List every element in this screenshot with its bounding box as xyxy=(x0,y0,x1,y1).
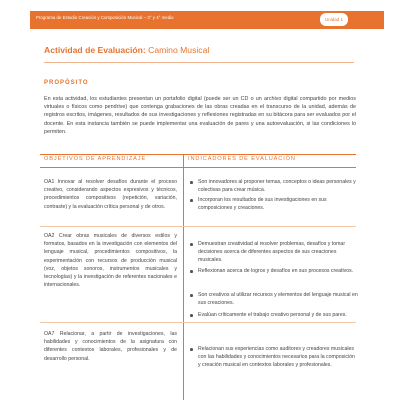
unit-badge: Unidad 1 xyxy=(320,13,348,26)
program-title: Programa de Estudio Creación y Composición Musical – 3° y 4° medio xyxy=(36,15,174,20)
indicator-item: Evalúan críticamente el trabajo creativo personal y de sus pares. xyxy=(198,312,347,318)
purpose-paragraph: En esta actividad, los estudiantes presentan un portafolio digital (puede ser un CD o un archivo digital compartido por medios virtuales o físicos como pendrive) que contenga grabaciones de las obras creadas en el transcurso de la unidad, además de registros escritos, imágenes, resultados de sus investigaciones y reflexiones registradas en su bitácora para ser evaluados por el docente. En esta instancia también se puede implementar una evaluación de pares y una autoevaluación, si las condiciones lo permiten. xyxy=(44,96,356,135)
table-header-rule xyxy=(40,167,356,168)
indicator-item: Relacionan sus experiencias como auditores y creadores musicales con las habilidades y conocimientos necesarios para la composición y creación musical en contextos laborales y profesionales. xyxy=(198,346,355,369)
objectives-heading: OBJETIVOS DE APRENDIZAJE xyxy=(44,156,147,162)
objective-oa2: OA2 Crear obras musicales de diversos estilos y formatos, basados en la investigación con elementos del lenguaje musical, procedimientos compositivos, la experimentación con recursos de producción musical (voz, objetos sonoros, instrumentos musicales y tecnologías) y la investigación de referentes nacionales e internacionales. xyxy=(44,233,177,289)
bullet-icon xyxy=(190,181,193,184)
activity-name: Camino Musical xyxy=(148,45,210,55)
row-divider xyxy=(40,226,356,227)
objective-oa7: OA7 Relacionar, a partir de investigaciones, las habilidades y conocimientos de la asignatura con diferentes contextos laborales, profesionales y de desarrollo personal. xyxy=(44,331,177,362)
indicator-item: Reflexionan acerca de logros y desafíos en sus procesos creativos. xyxy=(198,268,354,274)
indicators-heading: INDICADORES DE EVALUACIÓN xyxy=(188,156,296,162)
bullet-icon xyxy=(190,348,193,351)
bullet-icon xyxy=(190,314,193,317)
document-header xyxy=(0,0,400,38)
indicator-item: Son innovadores al proponer temas, conceptos o ideas personales y colectivas para crear música. xyxy=(198,179,356,194)
indicator-item: Incorporan los resultados de sus investigaciones en sus composiciones y creaciones. xyxy=(198,197,327,212)
table-column-divider xyxy=(183,154,184,400)
row-divider xyxy=(40,322,356,323)
objective-oa1: OA1 Innovar al resolver desafíos durante el proceso creativo, considerando aspectos expresivos y técnicos, procedimientos compositivos (repetición, variación, contraste) y la evaluación crítica personal y de otros. xyxy=(44,179,177,210)
indicator-item: Son creativos al utilizar recursos y elementos del lenguaje musical en sus creaciones. xyxy=(198,292,358,307)
bullet-icon xyxy=(190,243,193,246)
title-divider xyxy=(44,62,354,63)
activity-title xyxy=(44,45,209,55)
bullet-icon xyxy=(190,294,193,297)
bullet-icon xyxy=(190,270,193,273)
activity-label: Actividad de Evaluación: xyxy=(44,45,146,55)
purpose-heading: PROPÓSITO xyxy=(44,80,89,86)
indicator-item: Demuestran creatividad al resolver problemas, desafíos y tomar decisiones acerca de diferentes aspectos de sus creaciones musicales. xyxy=(198,241,346,264)
bullet-icon xyxy=(190,199,193,202)
